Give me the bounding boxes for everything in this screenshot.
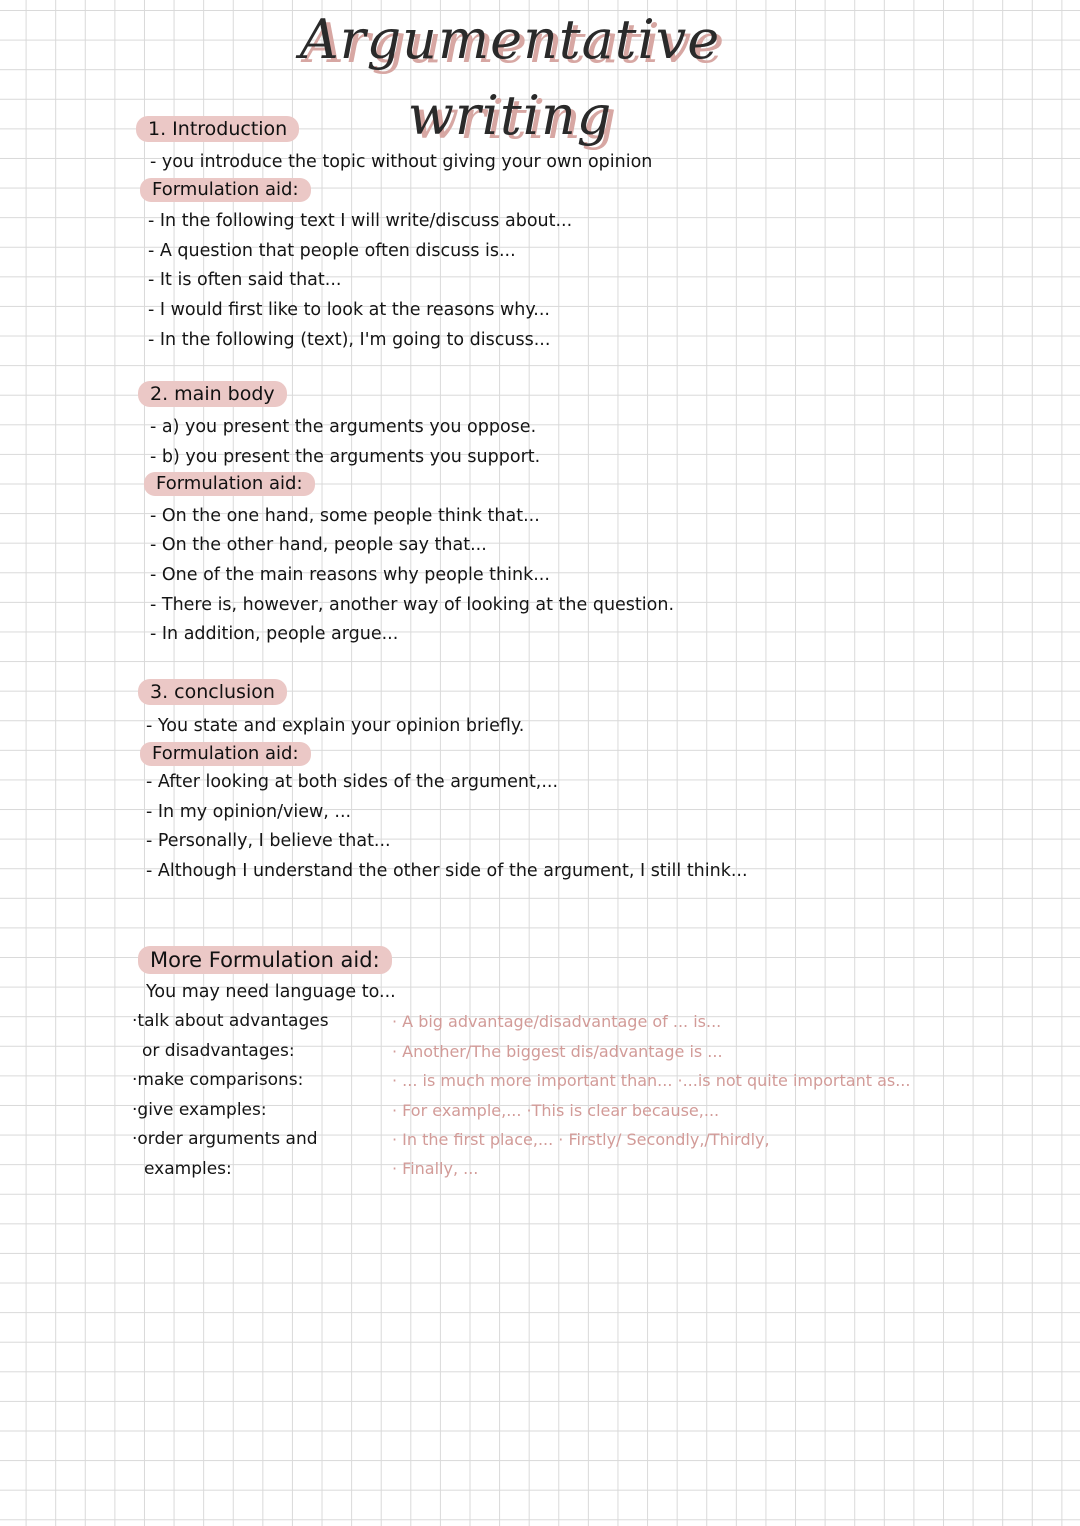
formulation-phrase: - On the one hand, some people think that... <box>150 506 540 526</box>
section-description: - You state and explain your opinion briefly. <box>146 716 525 736</box>
section-description: - b) you present the arguments you support. <box>150 447 541 467</box>
formulation-phrase: - A question that people often discuss is... <box>148 241 516 261</box>
more-formulation-heading: More Formulation aid: <box>138 946 392 974</box>
formulation-phrase: - After looking at both sides of the argument,... <box>146 772 559 792</box>
purpose-item: ·give examples: <box>132 1100 267 1120</box>
section-heading-main-body: 2. main body <box>138 381 287 407</box>
formulation-phrase: - Personally, I believe that... <box>146 831 391 851</box>
formulation-aid-label: Formulation aid: <box>140 178 311 202</box>
example-phrase: · For example,... ·This is clear because,... <box>392 1101 720 1120</box>
formulation-aid-label: Formulation aid: <box>144 472 315 496</box>
example-phrase: · Another/The biggest dis/advantage is ... <box>392 1042 723 1061</box>
formulation-phrase: - It is often said that... <box>148 270 342 290</box>
section-heading-introduction: 1. Introduction <box>136 116 299 142</box>
formulation-phrase: - In my opinion/view, ... <box>146 802 352 822</box>
purpose-item: or disadvantages: <box>142 1041 295 1061</box>
purpose-item: ·make comparisons: <box>132 1070 304 1090</box>
formulation-phrase: - I would first like to look at the reasons why... <box>148 300 550 320</box>
example-phrase: · In the first place,... · Firstly/ Secondly,/Thirdly, <box>392 1130 770 1149</box>
example-phrase: · ... is much more important than... ·...is not quite important as... <box>392 1071 911 1090</box>
example-phrase: · Finally, ... <box>392 1159 479 1178</box>
page-title: Argumentative writing <box>299 8 721 147</box>
section-heading-conclusion: 3. conclusion <box>138 679 287 705</box>
formulation-phrase: - One of the main reasons why people think... <box>150 565 550 585</box>
purpose-item: examples: <box>144 1159 232 1179</box>
formulation-phrase: - Although I understand the other side of the argument, I still think... <box>146 861 748 881</box>
more-intro: You may need language to... <box>146 982 396 1002</box>
section-description: - you introduce the topic without giving your own opinion <box>150 152 653 172</box>
purpose-item: ·order arguments and <box>132 1129 318 1149</box>
formulation-phrase: - In the following (text), I'm going to discuss... <box>148 330 551 350</box>
formulation-phrase: - There is, however, another way of looking at the question. <box>150 595 675 615</box>
example-phrase: · A big advantage/disadvantage of ... is... <box>392 1012 722 1031</box>
formulation-phrase: - In addition, people argue... <box>150 624 399 644</box>
formulation-phrase: - In the following text I will write/discuss about... <box>148 211 573 231</box>
formulation-aid-label: Formulation aid: <box>140 742 311 766</box>
section-description: - a) you present the arguments you oppose. <box>150 417 537 437</box>
purpose-item: ·talk about advantages <box>132 1011 329 1031</box>
formulation-phrase: - On the other hand, people say that... <box>150 535 487 555</box>
